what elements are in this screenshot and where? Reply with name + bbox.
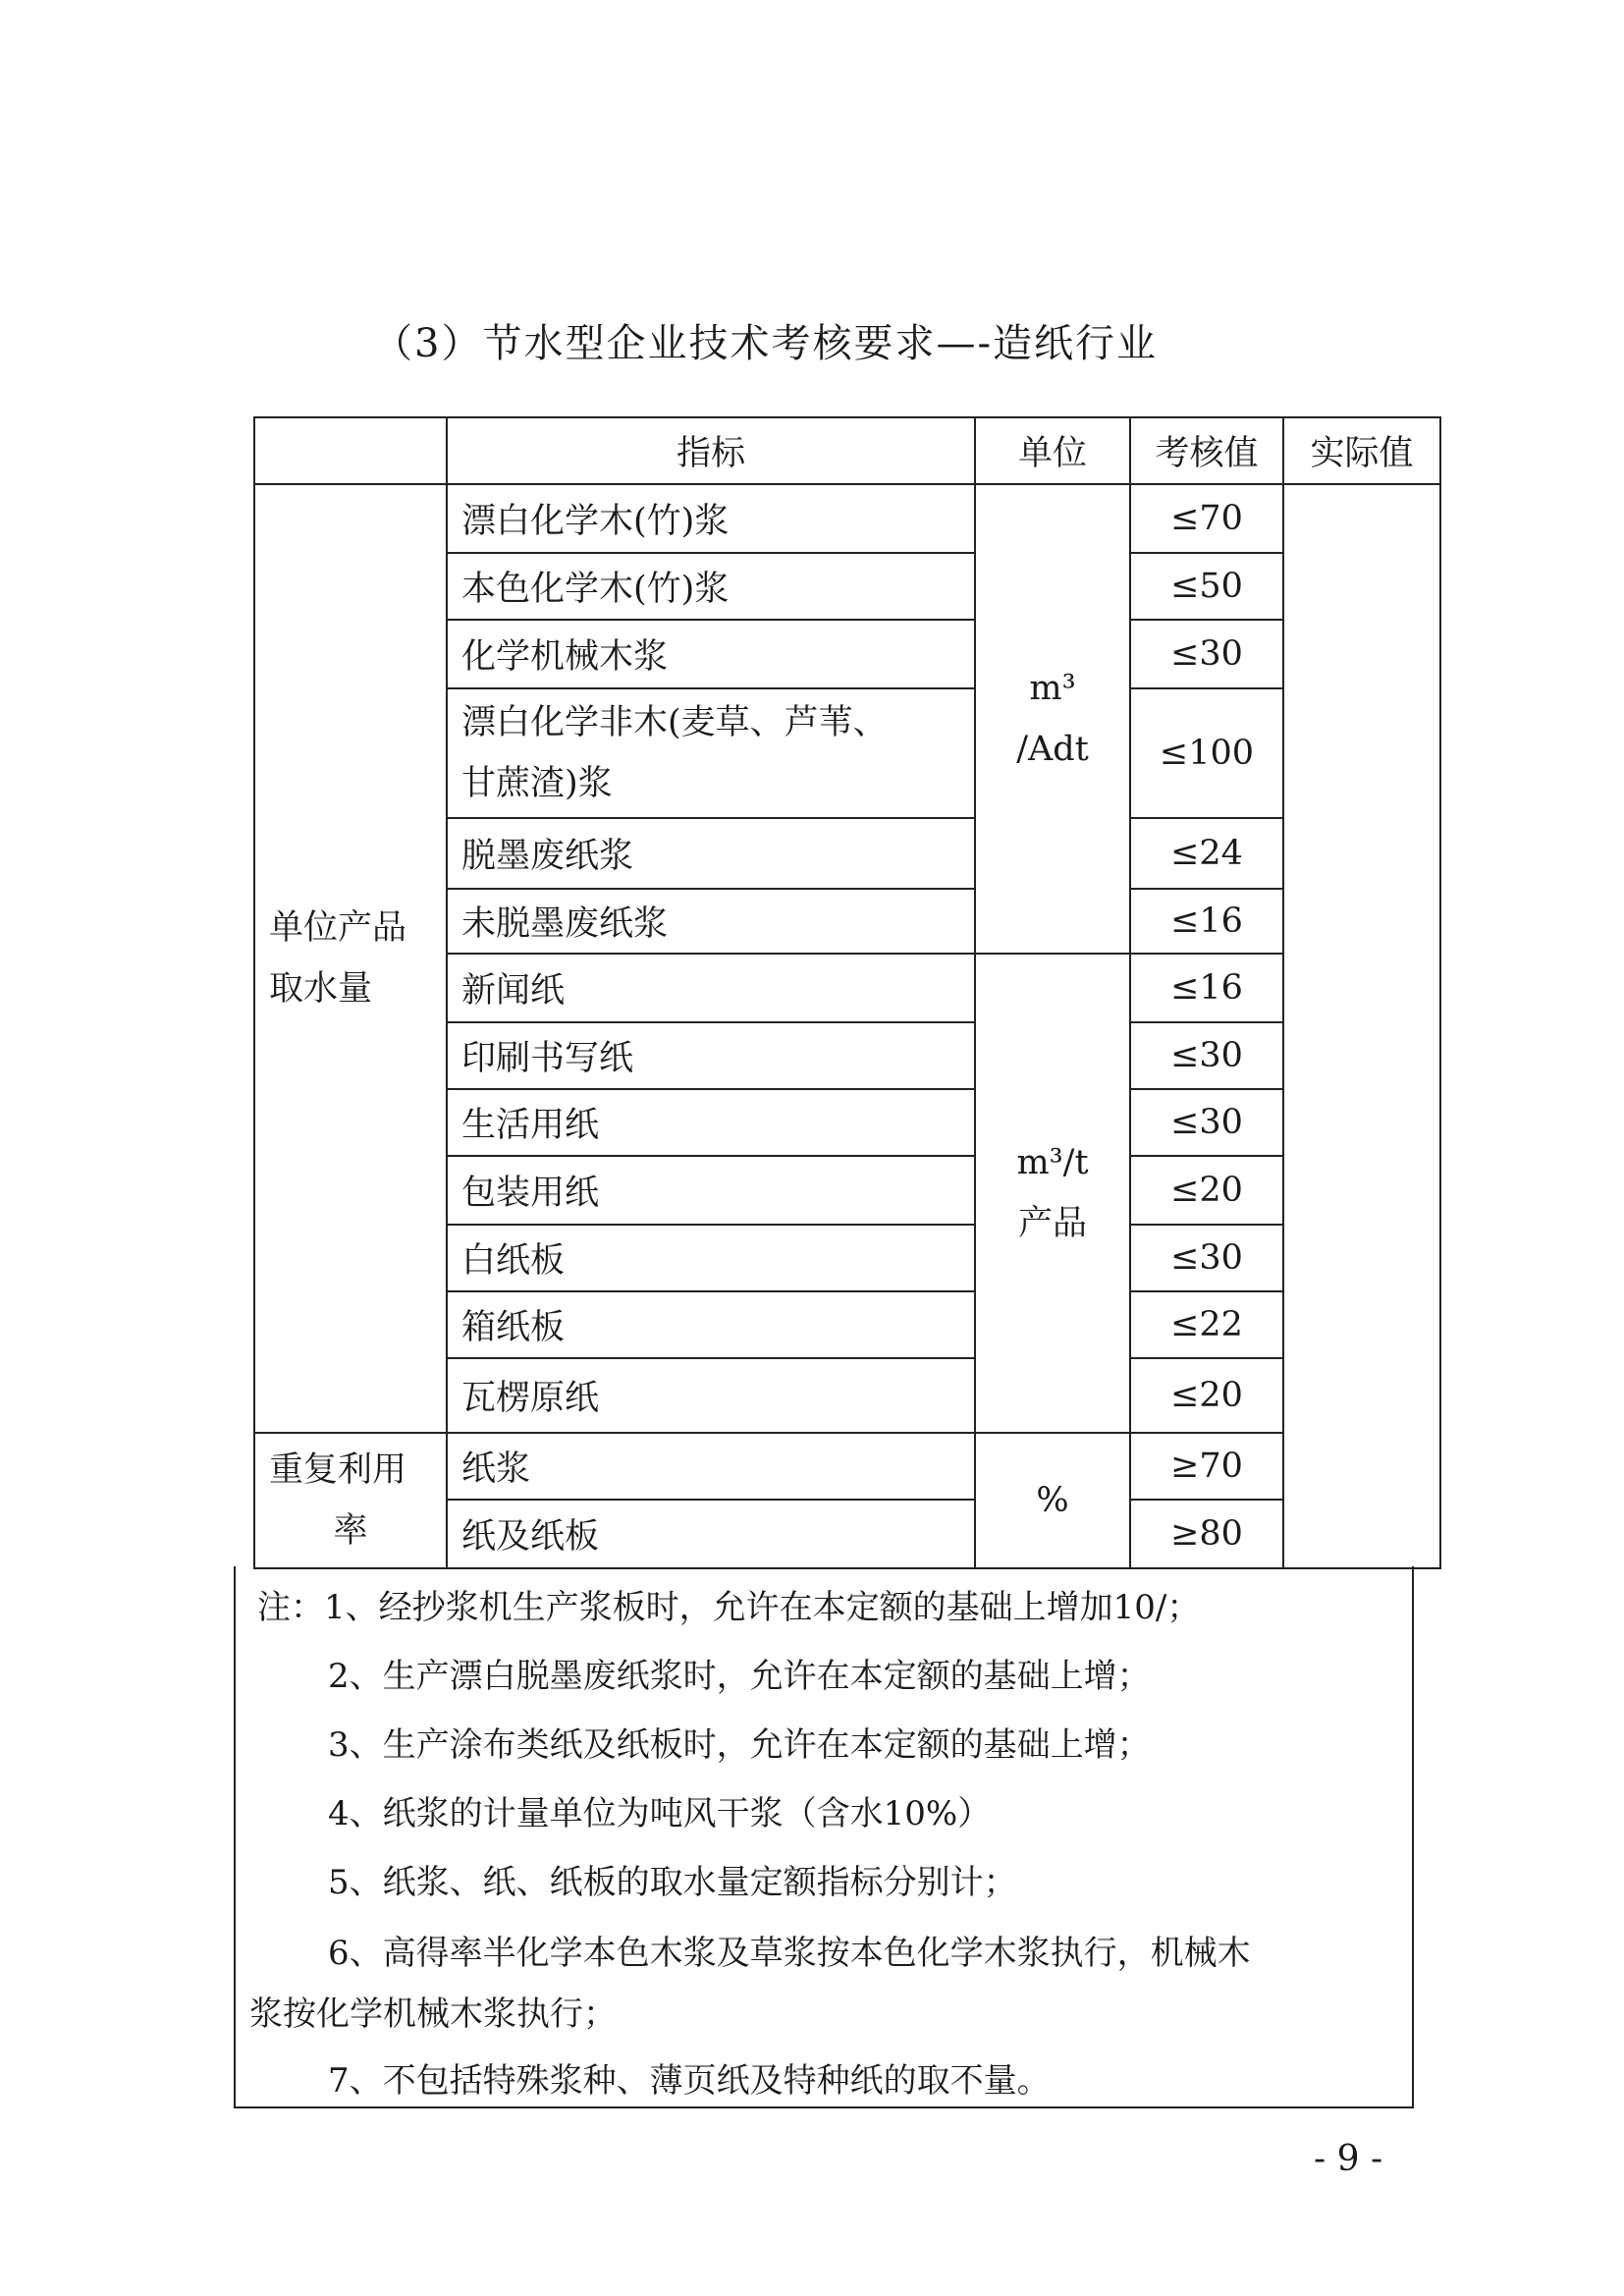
note-line: 6、高得率半化学本色木浆及草浆按本色化学木浆执行，机械木 (328, 1934, 1251, 1973)
check-value-cell: ≤24 (1130, 818, 1283, 889)
header-blank-cell (254, 417, 447, 484)
check-value-cell: ≤30 (1130, 1225, 1283, 1291)
table-row (254, 1433, 1440, 1500)
indicator-cell (447, 688, 975, 818)
check-value-cell: ≤70 (1130, 484, 1283, 553)
check-value-cell: ≤50 (1130, 553, 1283, 620)
notes-box (234, 1566, 1414, 2108)
document-title: （3）节水型企业技术考核要求—-造纸行业 (373, 321, 1158, 366)
indicator-line: 甘蔗渣)浆 (461, 764, 613, 803)
indicator-cell: 白纸板 (447, 1225, 975, 1291)
check-value-cell: ≤30 (1130, 1089, 1283, 1156)
unit-cell-adt (975, 484, 1130, 954)
unit-line: m³ (1029, 669, 1076, 708)
check-value-cell: ≤22 (1130, 1291, 1283, 1358)
header-actual-value: 实际值 (1283, 417, 1440, 484)
indicator-cell: 纸及纸板 (447, 1500, 975, 1568)
category-line: 取水量 (269, 969, 373, 1009)
indicator-cell: 化学机械木浆 (447, 620, 975, 688)
page-number: - 9 - (1314, 2139, 1383, 2179)
header-check-value: 考核值 (1130, 417, 1283, 484)
indicator-cell: 本色化学木(竹)浆 (447, 553, 975, 620)
note-line: 注：1、经抄浆机生产浆板时，允许在本定额的基础上增加10/； (257, 1588, 1201, 1627)
actual-value-cell (1283, 484, 1440, 1568)
indicator-cell: 印刷书写纸 (447, 1022, 975, 1089)
table-header-row (254, 417, 1440, 484)
assessment-table (253, 416, 1441, 1569)
category-line: 单位产品 (269, 908, 407, 948)
indicator-cell: 未脱墨废纸浆 (447, 889, 975, 954)
indicator-cell: 纸浆 (447, 1433, 975, 1500)
note-line: 4、纸浆的计量单位为吨风干浆（含水10%） (328, 1794, 992, 1833)
unit-cell-percent: % (975, 1433, 1130, 1568)
indicator-cell: 包装用纸 (447, 1156, 975, 1225)
table-row (254, 484, 1440, 553)
note-line: 7、不包括特殊浆种、薄页纸及特种纸的取不量。 (328, 2061, 1051, 2101)
unit-cell-per-ton (975, 954, 1130, 1433)
note-line: 3、生产涂布类纸及纸板时，允许在本定额的基础上增； (328, 1725, 1151, 1765)
note-line: 5、纸浆、纸、纸板的取水量定额指标分别计； (328, 1863, 1017, 1902)
check-value-cell: ≤30 (1130, 620, 1283, 688)
note-line: 浆按化学机械木浆执行； (249, 1995, 617, 2034)
category-line: 率 (333, 1511, 368, 1551)
check-value-cell: ≤30 (1130, 1022, 1283, 1089)
indicator-cell: 箱纸板 (447, 1291, 975, 1358)
unit-line: 产品 (1017, 1204, 1087, 1243)
indicator-cell: 漂白化学木(竹)浆 (447, 484, 975, 553)
check-value-cell: ≤16 (1130, 889, 1283, 954)
indicator-cell: 瓦楞原纸 (447, 1358, 975, 1433)
check-value-cell: ≥80 (1130, 1500, 1283, 1568)
category-reuse-rate (254, 1433, 447, 1568)
note-line: 2、生产漂白脱墨废纸浆时，允许在本定额的基础上增； (328, 1657, 1151, 1696)
category-water-intake (254, 484, 447, 1433)
check-value-cell: ≤20 (1130, 1358, 1283, 1433)
category-line: 重复利用 (269, 1450, 407, 1490)
check-value-cell: ≤20 (1130, 1156, 1283, 1225)
indicator-cell: 新闻纸 (447, 954, 975, 1022)
check-value-cell: ≤100 (1130, 688, 1283, 818)
indicator-cell: 脱墨废纸浆 (447, 818, 975, 889)
unit-line: /Adt (1016, 730, 1089, 769)
check-value-cell: ≥70 (1130, 1433, 1283, 1500)
unit-line: m³/t (1016, 1143, 1089, 1182)
header-indicator: 指标 (447, 417, 975, 484)
header-unit: 单位 (975, 417, 1130, 484)
indicator-line: 漂白化学非木(麦草、芦苇、 (461, 703, 888, 742)
indicator-cell: 生活用纸 (447, 1089, 975, 1156)
check-value-cell: ≤16 (1130, 954, 1283, 1022)
